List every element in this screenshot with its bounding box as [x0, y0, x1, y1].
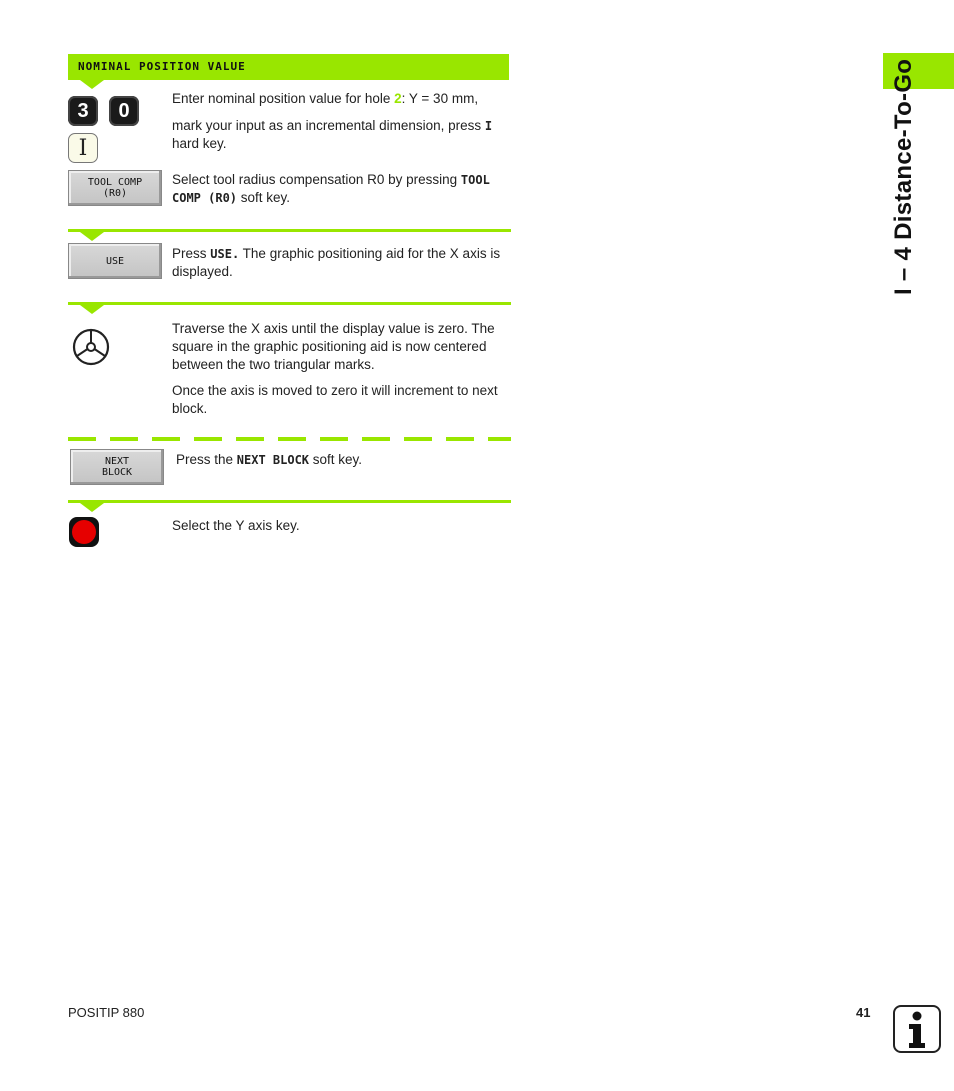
handwheel-icon — [71, 327, 111, 367]
use-label: USE. — [210, 247, 240, 261]
section-header-label: NOMINAL POSITION VALUE — [78, 60, 246, 73]
key-3[interactable]: 3 — [68, 96, 98, 126]
step-marker-arrow — [80, 80, 104, 89]
mark-key-label: I — [484, 119, 493, 133]
step-next-text: Press the NEXT BLOCK soft key. — [176, 452, 363, 467]
step-mark-text: mark your input as an incremental dimension, press I hard key. — [172, 118, 493, 151]
hole-number: 2 — [394, 91, 402, 106]
footer-product: POSITIP 880 — [68, 1005, 145, 1020]
dashed-divider — [68, 437, 511, 441]
page-number: 41 — [856, 1005, 871, 1020]
tool-comp-softkey[interactable]: TOOL COMP (R0) — [68, 170, 162, 206]
info-icon — [893, 1005, 941, 1053]
step-divider — [68, 500, 511, 503]
section-header-bar — [68, 54, 509, 80]
tool-comp-label: TOOL COMP (R0) — [172, 173, 490, 205]
next-block-label: NEXT BLOCK — [236, 453, 310, 467]
step-marker-arrow — [80, 305, 104, 314]
red-axis-key-icon[interactable] — [68, 516, 100, 548]
chapter-title: I – 4 Distance-To-Go — [890, 58, 917, 295]
step-tool-comp-text: Select tool radius compensation R0 by pressing TOOL COMP (R0) soft key. — [172, 172, 490, 205]
step-divider — [68, 229, 511, 232]
step-marker-arrow — [80, 232, 104, 241]
next-block-softkey[interactable]: NEXT BLOCK — [70, 449, 164, 485]
step-marker-arrow — [80, 503, 104, 512]
incremental-key[interactable]: I — [68, 133, 98, 163]
step-traverse-text: Traverse the X axis until the display value is zero. The square in the graphic positioning aid is now centered between the two triangular marks. — [172, 321, 495, 372]
step-y-axis-text: Select the Y axis key. — [172, 518, 300, 533]
use-softkey[interactable]: USE — [68, 243, 162, 279]
step-use-text: Press USE. The graphic positioning aid for the X axis is displayed. — [172, 246, 501, 279]
step-divider — [68, 302, 511, 305]
step-increment-text: Once the axis is moved to zero it will increment to next block. — [172, 383, 498, 416]
step-enter-text: Enter nominal position value for hole 2: Y = 30 mm, — [172, 91, 479, 106]
key-0[interactable]: 0 — [109, 96, 139, 126]
